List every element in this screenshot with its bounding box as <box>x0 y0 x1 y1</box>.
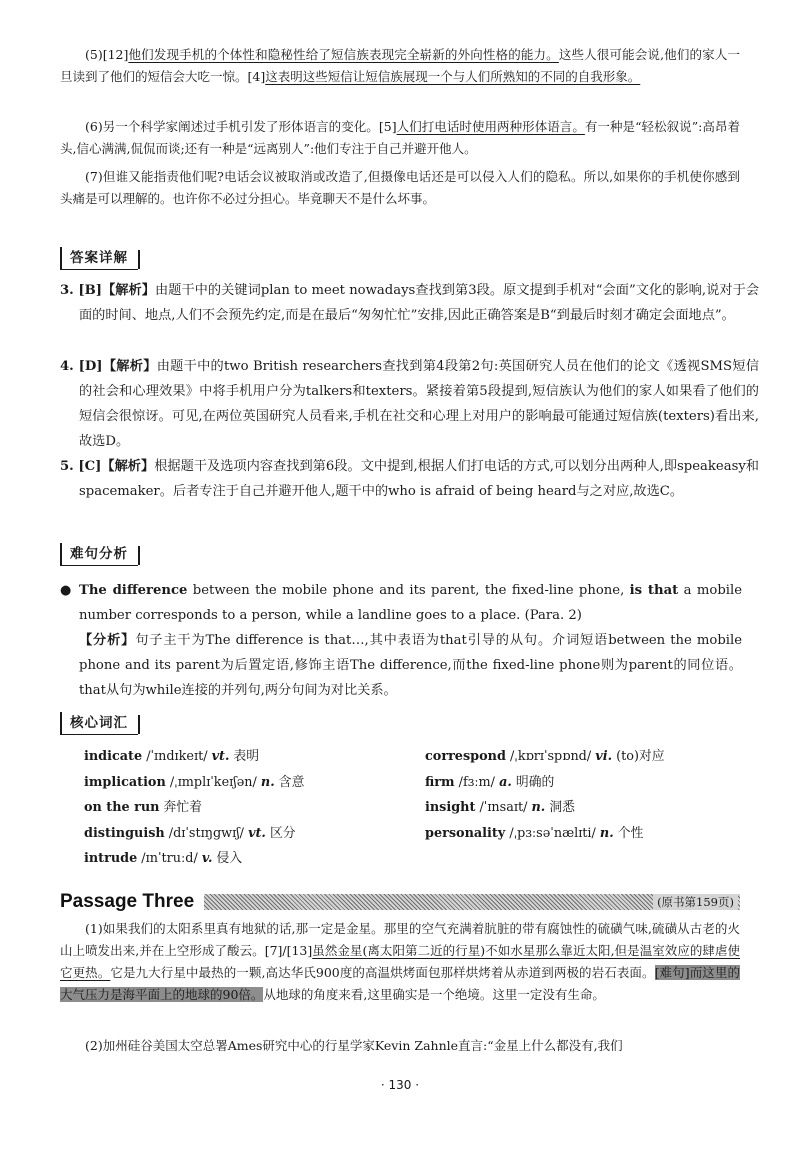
vocab-part-of-speech: n. <box>260 774 275 790</box>
paragraph-number: (2) <box>85 1038 103 1053</box>
question-marker: [4] <box>247 69 266 84</box>
difficult-sentence-text <box>79 583 742 623</box>
vocabulary-list-left <box>84 744 304 872</box>
vocab-meaning: 含意 <box>278 774 305 790</box>
analysis-tag: 【解析】 <box>102 283 155 298</box>
vocab-word: firm <box>425 774 455 790</box>
vocab-word: correspond <box>425 749 506 764</box>
source-page-reference: (原书第159页) <box>653 894 738 910</box>
vocab-word: insight <box>425 800 476 815</box>
answer-section-label: 答案详解 <box>60 247 138 270</box>
vocab-phonetic: /fɜːm/ <box>458 774 495 790</box>
underlined-sentence: 虽然金星(离太阳第二近的行星)不如水星那么靠近太阳,但是温室效应的肆虐使它更热。 <box>60 943 740 980</box>
vocab-entry <box>425 744 665 770</box>
answer-explanation: 根据题干及选项内容查找到第6段。文中提到,根据人们打电话的方式,可以划分出两种人,即speakeasy和spacemaker。后者专注于自己并避开他人,题干中的who is afraid of being heard与之对应,故选C。 <box>79 459 759 499</box>
highlighted-difficult-sentence: [难句]而这里的大气压力是海平面上的地球的90倍。 <box>60 965 740 1002</box>
underlined-sentence: 他们发现手机的个体性和隐秘性给了短信族表现完全崭新的外向性格的能力。 <box>128 47 559 62</box>
underlined-sentence: 这表明这些短信让短信族展现一个与人们所熟知的不同的自我形象。 <box>265 69 641 84</box>
vocab-phonetic: /ˌɪmplɪˈkeɪʃən/ <box>169 774 257 790</box>
sentence-part: between the mobile phone and its parent, the fixed-line phone, <box>187 583 630 598</box>
answer-number: 4. [D] <box>60 359 103 374</box>
translation-paragraph-1 <box>60 918 740 1006</box>
difficult-sentence-label: 难句分析 <box>60 543 138 566</box>
vocab-phonetic: /ˈɪnsaɪt/ <box>479 800 528 815</box>
analysis-text: 句子主干为The difference is that…,其中表语为that引导的从句。介词短语between the mobile phone and its parent为后置定语,修饰主语The difference,而the fixed-line phone则为parent的同位语。that从句为while连接的并列句,两分句间为对比关系。 <box>79 633 743 698</box>
vocab-phonetic: /ˈɪndɪkeɪt/ <box>146 749 208 764</box>
question-marker: [7]/[13] <box>264 943 313 958</box>
vocab-word: intrude <box>84 851 138 866</box>
passage-three-title: Passage Three <box>60 891 195 912</box>
vocab-entry <box>84 821 304 847</box>
vocabulary-label: 核心词汇 <box>60 712 138 735</box>
question-marker: [5] <box>378 119 397 134</box>
translation-paragraph-7 <box>60 166 740 210</box>
vocab-meaning: (to)对应 <box>616 749 665 764</box>
translation-paragraph-5 <box>60 44 740 88</box>
vocab-entry <box>84 795 304 821</box>
vocab-meaning: 洞悉 <box>549 800 575 815</box>
paragraph-number: (1) <box>85 921 103 936</box>
vocab-phonetic: /ˌkɒrɪˈspɒnd/ <box>509 749 592 764</box>
vocab-entry <box>425 821 665 847</box>
paragraph-text: 但谁又能指责他们呢?电话会议被取消或改造了,但摄像电话还是可以侵入人们的隐私。所以,如果你的手机使你感到头痛是可以理解的。也许你不必过分担心。毕竟聊天不是什么坏事。 <box>60 169 740 206</box>
analysis-tag: 【解析】 <box>101 459 155 474</box>
vocab-entry <box>84 770 304 796</box>
vocab-part-of-speech: vt. <box>248 825 266 841</box>
sentence-body <box>79 578 742 703</box>
sentence: 有一种是“轻松叙说”:高昂着头,信心满满,侃侃而谈;还有一种是“远离别人”:他们专注于自己并避开他人。 <box>60 119 740 156</box>
sentence: 从地球的角度来看,这里确实是一个绝境。这里一定没有生命。 <box>263 987 605 1002</box>
analysis-tag: 【解析】 <box>102 359 157 374</box>
analysis-tag: 【分析】 <box>79 633 136 648</box>
vocab-word: implication <box>84 774 166 790</box>
vocab-entry <box>425 770 665 796</box>
vocab-phonetic: /ˌpɜːsəˈnælɪti/ <box>509 825 596 841</box>
sentence: 如果我们的太阳系里真有地狱的话,那一定是金星。那里的空气充满着肮脏的带有腐蚀性的硫磺气味,硫磺从古老的火山上喷发出来,并在上空形成了酸云。 <box>60 921 740 958</box>
vocab-meaning: 明确的 <box>515 774 555 790</box>
vocab-word: indicate <box>84 749 143 764</box>
vocab-word: on the run <box>84 800 160 815</box>
sentence-key-part: is that <box>629 583 679 598</box>
vocab-meaning: 区分 <box>269 825 296 841</box>
vocab-meaning: 侵入 <box>216 851 243 866</box>
vocab-word: personality <box>425 825 506 841</box>
paragraph-number: (6) <box>85 119 103 134</box>
sentence: 它是九大行星中最热的一颗,高达华氏900度的高温烘烤面包那样烘烤着从赤道到两极的岩石表面。 <box>110 965 655 980</box>
answer-number: 3. [B] <box>60 283 103 298</box>
answer-explanation: 由题干中的关键词plan to meet nowadays查找到第3段。原文提到手机对“会面”文化的影响,说对于会面的时间、地点,人们不会预先约定,而是在最后“匆匆忙忙”安排,因此正确答案是B“到最后时刻才确定会面地点”。 <box>79 283 760 323</box>
vocab-meaning: 奔忙着 <box>163 800 202 815</box>
vocab-phonetic: /ɪnˈtruːd/ <box>141 851 198 866</box>
sentence: 另一个科学家阐述过手机引发了形体语言的变化。 <box>102 119 379 134</box>
answer-item-3 <box>60 278 759 328</box>
sentence-key-part: The difference <box>79 583 188 598</box>
answer-explanation: 由题干中的two British researchers查找到第4段第2句:英国研究人员在他们的论文《透视SMS短信的社会和心理效果》中将手机用户分为talkers和texters。紧接着第5段提到,短信族认为他们的家人如果看了他们的短信会很惊讶。可见,在两位英国研究人员看来,手机在社交和心理上对用户的影响最可能通过短信族(texters)看出来,故选D。 <box>79 359 760 449</box>
underlined-sentence: 人们打电话时使用两种形体语言。 <box>396 119 585 134</box>
vocab-part-of-speech: vt. <box>211 749 230 764</box>
vocab-entry <box>84 744 304 770</box>
vocab-word: distinguish <box>84 825 165 841</box>
sentence-part: a mobile number corresponds to a person, while a landline goes to a place. (Para. 2) <box>79 583 742 623</box>
paragraph-number: (7) <box>85 169 103 184</box>
answer-number: 5. [C] <box>60 459 102 474</box>
paragraph-number: (5)[12] <box>85 47 129 62</box>
translation-paragraph-2 <box>60 1035 740 1057</box>
difficult-sentence-block <box>60 578 742 703</box>
vocab-meaning: 表明 <box>233 749 260 764</box>
vocab-part-of-speech: a. <box>499 774 512 790</box>
vocab-meaning: 个性 <box>617 825 644 841</box>
translation-paragraph-6 <box>60 116 740 160</box>
vocab-part-of-speech: vi. <box>595 749 613 764</box>
vocab-part-of-speech: n. <box>531 800 546 815</box>
page-number: · 130 · <box>380 1078 420 1092</box>
vocab-entry <box>425 795 665 821</box>
vocab-part-of-speech: n. <box>599 825 614 841</box>
paragraph-text: 加州硅谷美国太空总署Ames研究中心的行星学家Kevin Zahnle直言:“金星上什么都没有,我们 <box>102 1038 623 1053</box>
sentence: 这些人很可能会说,他们的家人一旦读到了他们的短信会大吃一惊。 <box>60 47 740 84</box>
vocabulary-list-right <box>425 744 665 846</box>
answer-item-5 <box>60 454 759 504</box>
vocab-phonetic: /dɪˈstɪŋgwɪʃ/ <box>168 825 244 841</box>
answer-item-4 <box>60 354 759 454</box>
vocab-part-of-speech: v. <box>201 851 213 866</box>
vocab-entry <box>84 846 304 872</box>
bullet-dot: ● <box>60 583 72 598</box>
